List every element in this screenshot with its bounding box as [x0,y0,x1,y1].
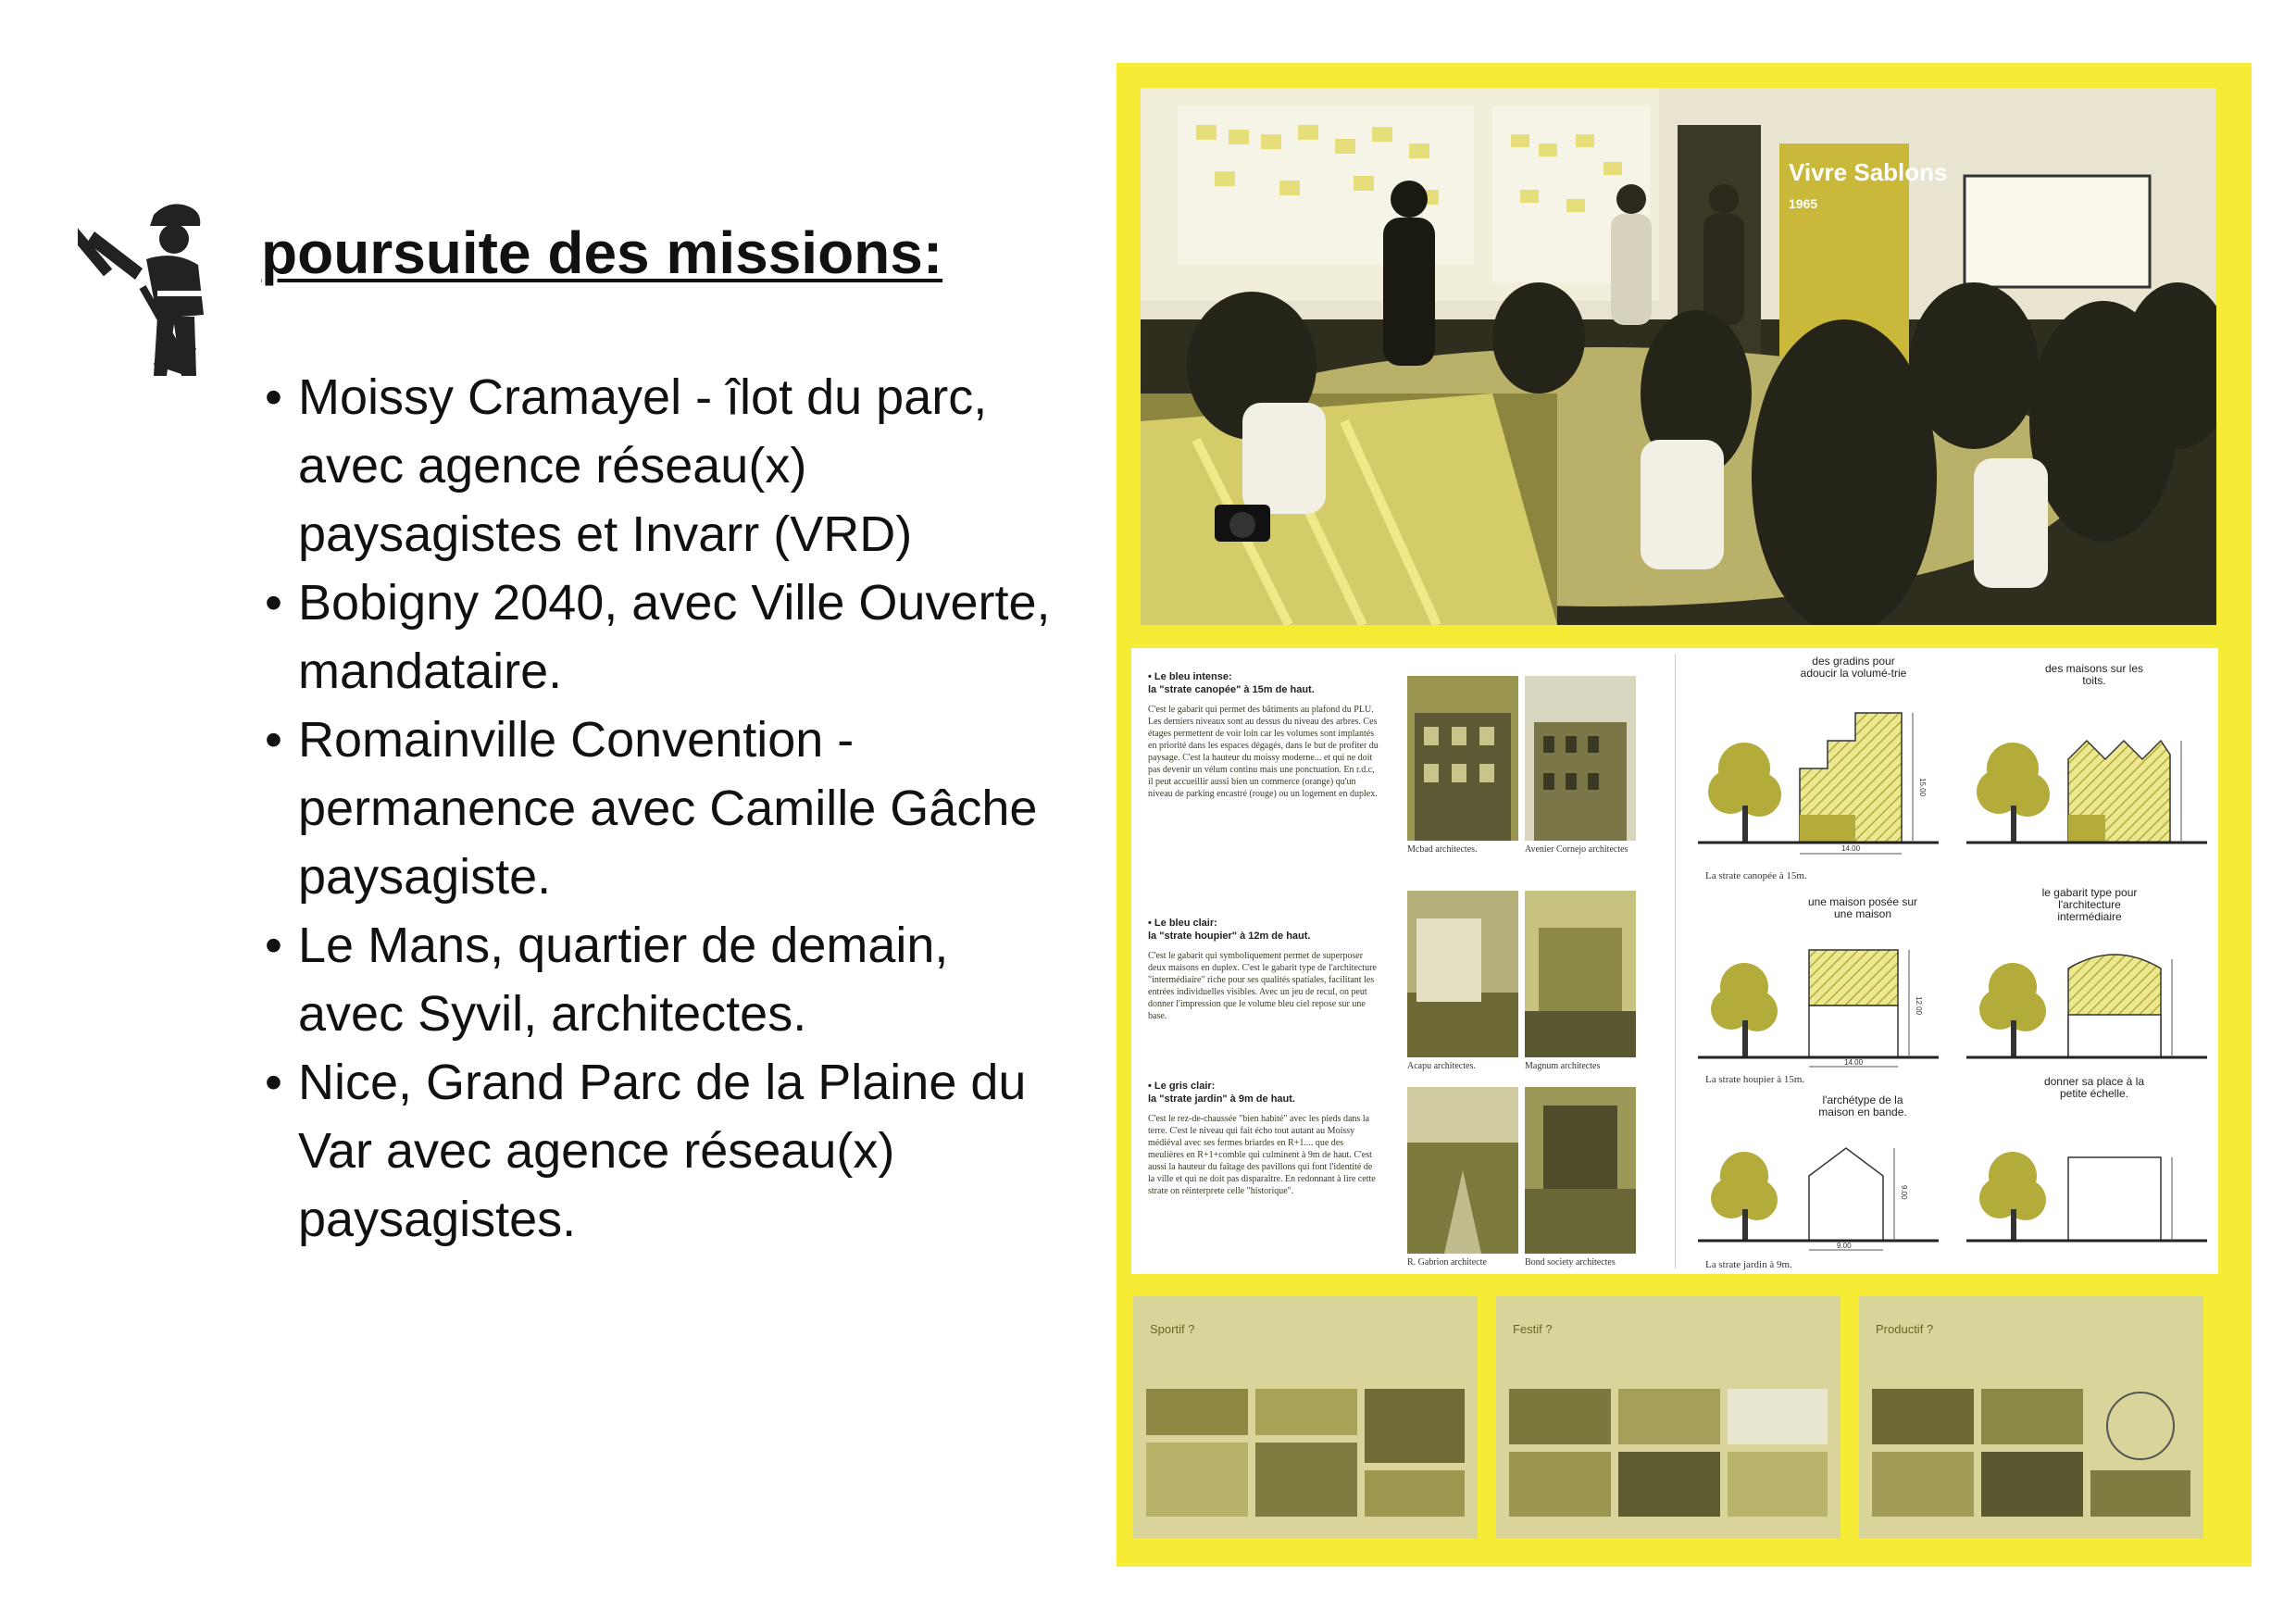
list-item: • Romainville Convention - permanence avec Camille Gâche paysagiste. [265,706,1061,911]
page-title: poursuite des missions: [261,219,943,286]
photo-caption: Mcbad architectes. [1407,844,1478,855]
banner-title: Vivre Sablons [1789,158,1948,186]
list-item: • Le Mans, quartier de demain, avec Syvil, architectes. [265,911,1061,1048]
section-heading: • Le bleu clair: [1148,918,1217,929]
photo-caption: R. Gabrion architecte [1407,1257,1487,1268]
reference-photo [1525,676,1636,841]
photo-caption: Bond society architectes [1525,1257,1616,1268]
photo-caption: Magnum architectes [1525,1061,1601,1071]
section-body: C'est le gabarit qui permet des bâtiments au plafond du PLU. Les derniers niveaux sont au dessus du niveau des arbres. Ces étages permettent de voir loin car les volumes sont implantés en priorité dans les espaces dégagés, dans le but de profiter du paysage. C'est la hauteur du moissy moderne... et qui ne doit pas devenir un vélum continu mais une ponctuation. En r.d.c, il peut accueillir aussi bien un commerce (orange) qu'un niveau de parking encastré (rouge) ou un logement en duplex. [1148,705,1379,799]
dimension-label: 14.00 [1844,1058,1864,1067]
section-subheading: la "strate houpier" à 12m de haut. [1148,931,1311,942]
dimension-label: 12.00 [1915,996,1923,1016]
dimension-label: 15.00 [1918,778,1927,797]
section-body: C'est le rez-de-chaussée "bien habité" avec les pieds dans la terre. C'est le niveau qui fait écho tout autant au Moissy médiéval avec ses fermes briardes en R+1.... que des meulières en R+1+comble qui culminent à 9m de haut. C'est aussi la hauteur du faîtage des pavillons qui font l'identité de la ville et qui ne doit pas disparaître. En redonnant à lire cette strate on réinterprete celle "historique". [1148,1114,1376,1196]
document-spread [1131,648,2218,1274]
reference-photo [1407,676,1518,841]
brochure-festif [1496,1296,1841,1539]
strate-caption: La strate jardin à 9m. [1705,1259,1792,1270]
diagram-houpier [1698,931,2216,1070]
diagram-label: le gabarit type pour l'architecture intermédiaire [2041,886,2138,923]
section-heading: • Le gris clair: [1148,1081,1216,1092]
brochure-title: Productif ? [1876,1322,1934,1336]
spread-fold [1675,654,1676,1268]
strate-caption: La strate canopée à 15m. [1705,870,1807,881]
diagram-label: une maison posée sur une maison [1807,895,1918,920]
banner-year: 1965 [1789,196,1818,211]
mission-list [265,363,1061,1254]
construction-worker-shovel-icon [78,194,235,380]
brochure-sportif [1133,1296,1478,1539]
brochure-title: Sportif ? [1150,1322,1195,1336]
reference-photo [1407,1087,1518,1254]
section-subheading: la "strate canopée" à 15m de haut. [1148,684,1315,695]
brochure-productif [1859,1296,2203,1539]
section-houpier [1148,917,1379,1022]
section-body: C'est le gabarit qui symboliquement permet de superposer deux maisons en duplex. C'est le gabarit type de l'architecture "intermédiaire" riche pour ses qualités spatiales, facilitant les entrées individuelles visibles. Avec un jeu de recul, on peut donner l'impression que le volume bleu ciel repose sur une base. [1148,951,1377,1021]
diagram-label: des maisons sur les toits. [2044,662,2144,687]
reference-photo [1525,891,1636,1057]
photo-caption: Acapu architectes. [1407,1061,1476,1071]
list-item: • Nice, Grand Parc de la Plaine du Var avec agence réseau(x) paysagistes. [265,1048,1061,1254]
reference-photo [1407,891,1518,1057]
list-item: • Bobigny 2040, avec Ville Ouverte, mandataire. [265,568,1061,706]
diagram-jardin [1698,1130,2216,1259]
reference-photo [1525,1087,1636,1254]
section-canopee [1148,670,1379,800]
section-subheading: la "strate jardin" à 9m de haut. [1148,1093,1295,1105]
workshop-photo [1141,88,2216,625]
dimension-label: 9.00 [1900,1185,1908,1200]
diagram-label: des gradins pour adoucir la volumé-trie [1800,655,1907,680]
strate-caption: La strate houpier à 15m. [1705,1074,1805,1085]
photo-caption: Avenier Cornejo architectes [1525,844,1628,855]
dimension-label: 14.00 [1841,844,1861,853]
brochure-title: Festif ? [1513,1322,1553,1336]
section-heading: • Le bleu intense: [1148,671,1232,682]
diagram-label: donner sa place à la petite échelle. [2043,1075,2145,1100]
diagram-canopee [1698,704,2216,861]
dimension-label: 9.00 [1837,1242,1852,1250]
list-item: • Moissy Cramayel - îlot du parc, avec agence réseau(x) paysagistes et Invarr (VRD) [265,363,1061,568]
diagram-label: l'archétype de la maison en bande. [1818,1093,1907,1118]
section-jardin [1148,1080,1379,1197]
